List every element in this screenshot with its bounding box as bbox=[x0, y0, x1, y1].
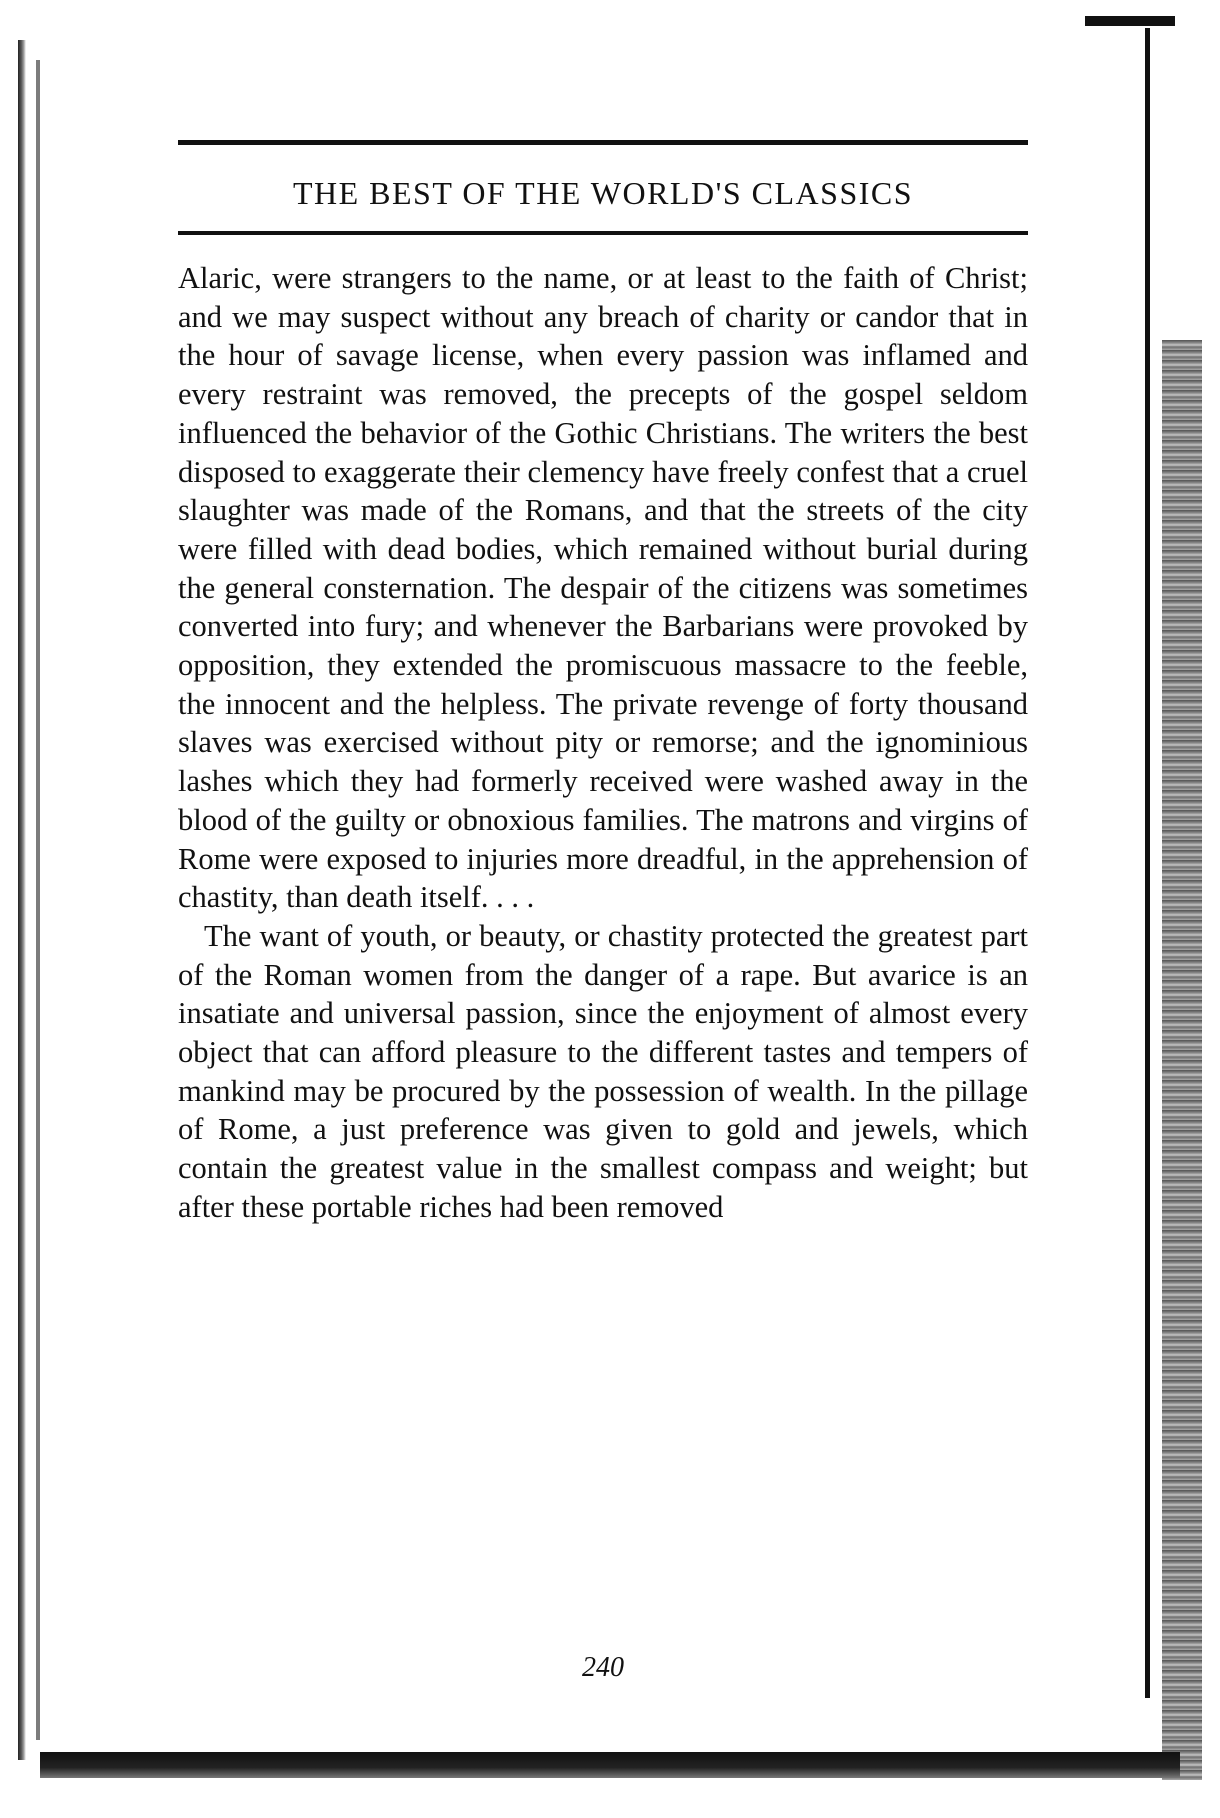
header-rule-bottom bbox=[178, 231, 1028, 235]
page-stack-texture bbox=[1162, 340, 1202, 1780]
paragraph-2: The want of youth, or beauty, or chastity protected the greatest part of the Roman women from the danger of a rape. But avarice is an insatiate and universal passion, since the enjoyment of almost every object that can afford pleasure to the different tastes and tempers of mankind may be procured by the possession of wealth. In the pillage of Rome, a just preference was given to gold and jewels, which contain the greatest value in the smallest compass and weight; but after these portable riches had been removed bbox=[178, 918, 1028, 1224]
header-rule-top bbox=[178, 140, 1028, 145]
page-edge-right bbox=[1145, 28, 1150, 1698]
page-edge-cap bbox=[1085, 16, 1175, 26]
running-title: THE BEST OF THE WORLD'S CLASSICS bbox=[292, 175, 914, 211]
binding-edge-bottom bbox=[40, 1752, 1180, 1778]
binding-edge-left bbox=[18, 40, 26, 1760]
binding-shadow-left bbox=[36, 60, 40, 1740]
text-block bbox=[178, 140, 1028, 1227]
paragraph-1: Alaric, were strangers to the name, or at least to the faith of Christ; and we may suspect without any breach of charity or candor that in the hour of savage license, when every passion was inflamed and every restraint was removed, the precepts of the gospel seldom influenced the behavior of the Gothic Christians. The writers the best disposed to exaggerate their clemency have freely confest that a cruel slaughter was made of the Romans, and that the streets of the city were filled with dead bodies, which remained without burial during the general consternation. The despair of the citizens was sometimes converted into fury; and whenever the Barbarians were provoked by opposition, they extended the promiscuous massacre to the feeble, the innocent and the helpless. The private revenge of forty thousand slaves was exercised without pity or remorse; and the ignominious lashes which they had formerly received were washed away in the blood of the guilty or obnoxious families. The matrons and virgins of Rome were exposed to injuries more dreadful, in the apprehension of chastity, than death itself. . . . bbox=[178, 261, 1028, 915]
page-number: 240 bbox=[582, 1652, 624, 1683]
